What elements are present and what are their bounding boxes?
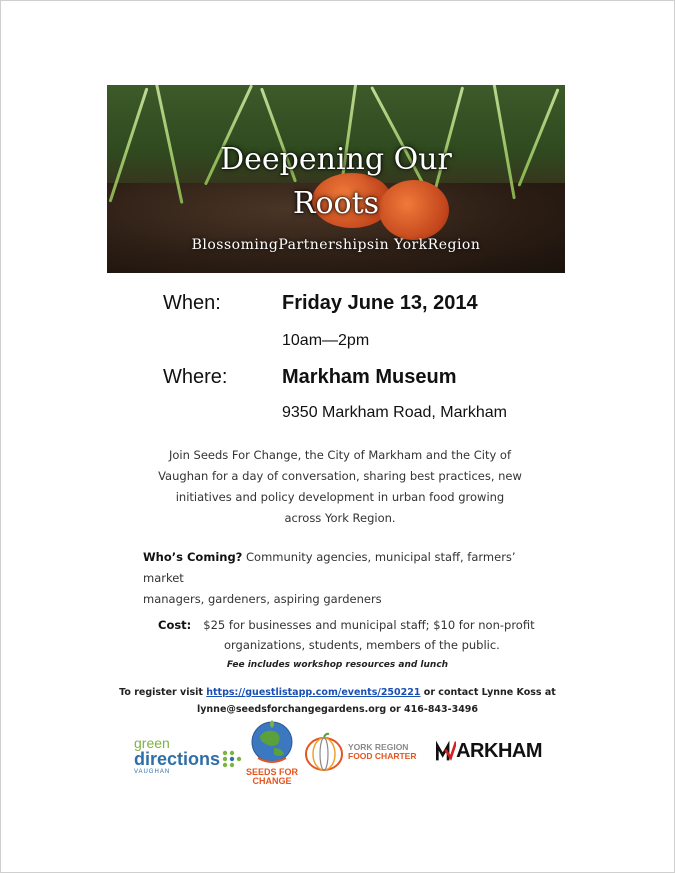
cost-text: organizations, students, members of the public.: [224, 638, 500, 652]
register-prefix: To register visit: [119, 687, 207, 698]
green-directions-logo: [134, 737, 244, 777]
logo-text: green: [134, 735, 170, 751]
cost-section: [158, 615, 538, 655]
description-line: across York Region.: [284, 511, 396, 525]
where-label: Where:: [163, 366, 228, 388]
event-date: Friday June 13, 2014: [282, 292, 478, 314]
register-contact: lynne@seedsforchangegardens.org or 416-843-3496: [196, 704, 479, 715]
description-line: Vaughan for a day of conversation, sharing best practices, new: [158, 469, 522, 483]
audience-text: managers, gardeners, aspiring gardeners: [143, 592, 382, 606]
audience-section: [143, 547, 543, 610]
logo-text: VAUGHAN: [134, 769, 171, 775]
event-description: [140, 445, 540, 529]
markham-m-icon: [436, 735, 456, 767]
register-suffix: or contact Lynne Koss at: [420, 687, 556, 698]
registration-info: [0, 684, 675, 718]
seeds-for-change-logo: [246, 718, 298, 788]
fee-note: Fee includes workshop resources and lunch: [226, 660, 449, 670]
banner-image: [107, 85, 565, 273]
cost-label: Cost:: [158, 618, 192, 632]
banner-title-line2: Roots: [292, 186, 380, 221]
banner-subtitle: BlossomingPartnershipsin YorkRegion: [191, 237, 481, 253]
logo-text: ARKHAM: [456, 739, 542, 762]
description-line: Join Seeds For Change, the City of Markham and the City of: [168, 448, 512, 462]
logo-text: CHANGE: [252, 776, 292, 786]
audience-label: Who’s Coming?: [143, 550, 243, 564]
markham-logo: [436, 734, 542, 768]
event-time: 10am—2pm: [282, 332, 370, 349]
description-line: initiatives and policy development in urban food growing: [175, 490, 505, 504]
york-region-food-charter-logo: [303, 731, 421, 773]
carrot-leaf: [433, 86, 464, 193]
dots-icon: [220, 749, 242, 769]
pumpkin-icon: [303, 731, 345, 773]
logo-text: directions: [134, 749, 221, 769]
logo-text: SEEDS FOR: [246, 767, 299, 777]
logo-text: YORK REGION: [348, 742, 409, 752]
banner-title-line1: Deepening Our: [220, 142, 452, 177]
event-address: 9350 Markham Road, Markham: [282, 404, 507, 421]
register-link[interactable]: https://guestlistapp.com/events/250221: [206, 687, 421, 698]
when-label: When:: [163, 292, 221, 314]
globe-icon: [246, 718, 298, 764]
event-venue: Markham Museum: [282, 366, 457, 388]
cost-text: $25 for businesses and municipal staff; $10 for non-profit: [203, 618, 535, 632]
logo-text: FOOD CHARTER: [348, 751, 417, 761]
audience-text: Community agencies, municipal staff, farmers’ market: [143, 550, 516, 585]
